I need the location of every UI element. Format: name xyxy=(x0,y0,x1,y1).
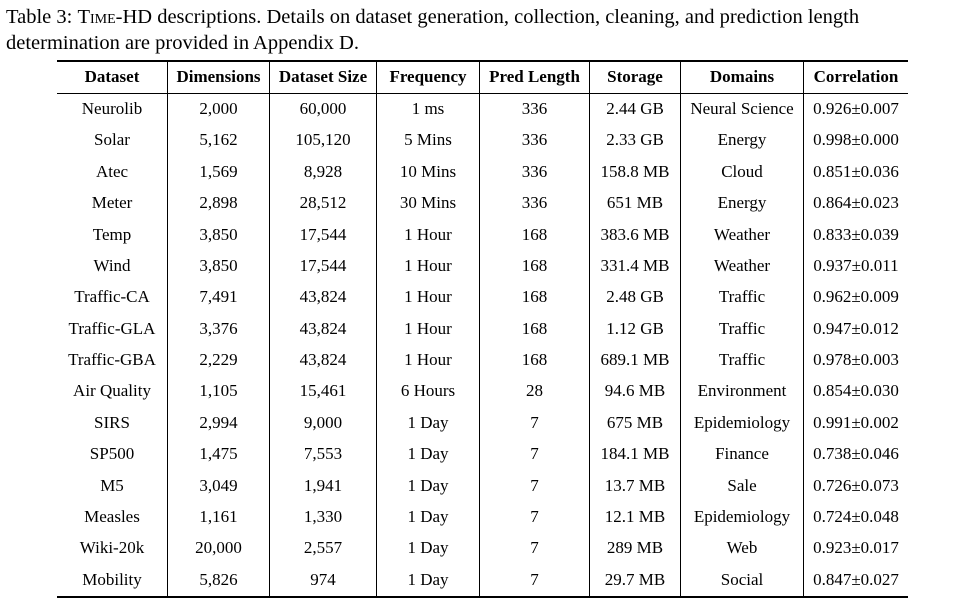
cell-dimensions: 3,850 xyxy=(168,219,270,250)
column-header-dataset-size: Dataset Size xyxy=(270,61,377,93)
cell-frequency: 1 Hour xyxy=(377,282,480,313)
cell-frequency: 1 ms xyxy=(377,93,480,125)
cell-dataset-size: 15,461 xyxy=(270,376,377,407)
cell-storage: 289 MB xyxy=(590,533,681,564)
cell-storage: 2.44 GB xyxy=(590,93,681,125)
cell-dataset: Temp xyxy=(92,224,132,244)
cell-correlation: 0.847±0.027 xyxy=(804,564,909,596)
cell-dataset: Measles xyxy=(84,507,140,527)
cell-domains: Weather xyxy=(681,250,804,281)
cell-correlation: 0.962±0.009 xyxy=(804,282,909,313)
cell-correlation: 0.937±0.011 xyxy=(804,250,909,281)
column-header-frequency: Frequency xyxy=(377,61,480,93)
cell-frequency: 1 Day xyxy=(377,407,480,438)
cell-dimensions: 7,491 xyxy=(168,282,270,313)
cell-storage: 1.12 GB xyxy=(590,313,681,344)
cell-dataset: Neurolib xyxy=(81,98,143,118)
cell-correlation: 0.947±0.012 xyxy=(804,313,909,344)
table-row xyxy=(57,93,908,125)
cell-dimensions: 1,475 xyxy=(168,439,270,470)
cell-dataset-size: 9,000 xyxy=(270,407,377,438)
table-row xyxy=(57,470,908,501)
cell-domains: Social xyxy=(681,564,804,596)
table-row xyxy=(57,188,908,219)
cell-pred-length: 28 xyxy=(480,376,590,407)
table-row xyxy=(57,125,908,156)
cell-correlation: 0.864±0.023 xyxy=(804,188,909,219)
column-header-dataset: Dataset xyxy=(57,61,168,93)
cell-dataset-size: 105,120 xyxy=(270,125,377,156)
cell-dataset: Air Quality xyxy=(73,381,151,401)
cell-frequency: 1 Hour xyxy=(377,345,480,376)
cell-correlation: 0.923±0.017 xyxy=(804,533,909,564)
cell-dataset-size: 2,557 xyxy=(270,533,377,564)
cell-domains: Traffic xyxy=(681,282,804,313)
cell-dataset-size: 60,000 xyxy=(270,93,377,125)
cell-dimensions: 2,898 xyxy=(168,188,270,219)
dataset-table xyxy=(57,60,908,598)
table-row xyxy=(57,376,908,407)
cell-dimensions: 2,000 xyxy=(168,93,270,125)
cell-storage: 2.33 GB xyxy=(590,125,681,156)
cell-dataset: Traffic-GBA xyxy=(68,350,156,370)
cell-dataset: Atec xyxy=(95,161,129,181)
cell-storage: 675 MB xyxy=(590,407,681,438)
cell-correlation: 0.998±0.000 xyxy=(804,125,909,156)
cell-frequency: 10 Mins xyxy=(377,156,480,187)
cell-dataset-size: 17,544 xyxy=(270,219,377,250)
cell-dataset-size: 974 xyxy=(270,564,377,596)
cell-domains: Epidemiology xyxy=(681,407,804,438)
cell-correlation: 0.854±0.030 xyxy=(804,376,909,407)
cell-dimensions: 1,105 xyxy=(168,376,270,407)
cell-dataset: Solar xyxy=(94,130,130,150)
header-row xyxy=(57,61,908,93)
cell-dataset-size: 1,941 xyxy=(270,470,377,501)
cell-dataset-size: 8,928 xyxy=(270,156,377,187)
cell-frequency: 1 Day xyxy=(377,564,480,596)
cell-dataset-size: 43,824 xyxy=(270,345,377,376)
cell-storage: 331.4 MB xyxy=(590,250,681,281)
cell-frequency: 1 Hour xyxy=(377,250,480,281)
cell-dataset: Traffic-GLA xyxy=(68,318,156,338)
cell-frequency: 1 Day xyxy=(377,502,480,533)
cell-domains: Environment xyxy=(681,376,804,407)
cell-dataset-size: 1,330 xyxy=(270,502,377,533)
cell-domains: Neural Science xyxy=(681,93,804,125)
cell-storage: 689.1 MB xyxy=(590,345,681,376)
cell-dimensions: 5,826 xyxy=(168,564,270,596)
cell-pred-length: 7 xyxy=(480,470,590,501)
column-header-dimensions: Dimensions xyxy=(168,61,270,93)
cell-frequency: 1 Hour xyxy=(377,313,480,344)
cell-dataset: SIRS xyxy=(94,412,130,432)
cell-dataset-size: 28,512 xyxy=(270,188,377,219)
table-row xyxy=(57,156,908,187)
cell-frequency: 1 Day xyxy=(377,470,480,501)
cell-frequency: 6 Hours xyxy=(377,376,480,407)
cell-frequency: 1 Day xyxy=(377,533,480,564)
cell-storage: 184.1 MB xyxy=(590,439,681,470)
cell-dataset-size: 43,824 xyxy=(270,282,377,313)
cell-pred-length: 168 xyxy=(480,282,590,313)
cell-dataset: Wind xyxy=(93,255,131,275)
cell-correlation: 0.833±0.039 xyxy=(804,219,909,250)
cell-correlation: 0.724±0.048 xyxy=(804,502,909,533)
cell-domains: Web xyxy=(681,533,804,564)
cell-dataset: M5 xyxy=(100,475,124,495)
cell-storage: 29.7 MB xyxy=(590,564,681,596)
cell-dimensions: 3,376 xyxy=(168,313,270,344)
cell-frequency: 30 Mins xyxy=(377,188,480,219)
cell-correlation: 0.726±0.073 xyxy=(804,470,909,501)
cell-pred-length: 336 xyxy=(480,125,590,156)
cell-frequency: 1 Hour xyxy=(377,219,480,250)
cell-dataset: Traffic-CA xyxy=(74,287,150,307)
cell-dimensions: 2,994 xyxy=(168,407,270,438)
cell-pred-length: 7 xyxy=(480,564,590,596)
cell-dataset-size: 7,553 xyxy=(270,439,377,470)
cell-pred-length: 168 xyxy=(480,250,590,281)
cell-frequency: 5 Mins xyxy=(377,125,480,156)
cell-domains: Traffic xyxy=(681,313,804,344)
cell-correlation: 0.926±0.007 xyxy=(804,93,909,125)
caption-title: Time-HD xyxy=(77,6,153,28)
column-header-correlation: Correlation xyxy=(804,61,909,93)
cell-domains: Epidemiology xyxy=(681,502,804,533)
cell-dataset: SP500 xyxy=(89,444,135,464)
cell-dimensions: 1,161 xyxy=(168,502,270,533)
cell-pred-length: 168 xyxy=(480,219,590,250)
cell-pred-length: 336 xyxy=(480,188,590,219)
cell-frequency: 1 Day xyxy=(377,439,480,470)
cell-pred-length: 336 xyxy=(480,93,590,125)
cell-pred-length: 7 xyxy=(480,407,590,438)
table-row xyxy=(57,250,908,281)
cell-pred-length: 336 xyxy=(480,156,590,187)
cell-domains: Finance xyxy=(681,439,804,470)
cell-domains: Sale xyxy=(681,470,804,501)
column-header-storage: Storage xyxy=(590,61,681,93)
cell-correlation: 0.991±0.002 xyxy=(804,407,909,438)
cell-domains: Traffic xyxy=(681,345,804,376)
cell-dimensions: 20,000 xyxy=(168,533,270,564)
table-row xyxy=(57,219,908,250)
cell-pred-length: 168 xyxy=(480,313,590,344)
cell-storage: 94.6 MB xyxy=(590,376,681,407)
table-row xyxy=(57,533,908,564)
cell-domains: Cloud xyxy=(681,156,804,187)
cell-pred-length: 168 xyxy=(480,345,590,376)
cell-storage: 383.6 MB xyxy=(590,219,681,250)
cell-dataset-size: 43,824 xyxy=(270,313,377,344)
table-row xyxy=(57,407,908,438)
cell-storage: 2.48 GB xyxy=(590,282,681,313)
cell-dimensions: 3,049 xyxy=(168,470,270,501)
table-row xyxy=(57,564,908,596)
table-row xyxy=(57,439,908,470)
column-header-domains: Domains xyxy=(681,61,804,93)
cell-dataset-size: 17,544 xyxy=(270,250,377,281)
cell-domains: Weather xyxy=(681,219,804,250)
cell-dataset: Meter xyxy=(91,193,133,213)
cell-dimensions: 3,850 xyxy=(168,250,270,281)
cell-storage: 158.8 MB xyxy=(590,156,681,187)
cell-correlation: 0.851±0.036 xyxy=(804,156,909,187)
table-header xyxy=(57,61,908,93)
caption-text: descriptions. Details on dataset generation, collection, cleaning, and prediction length determination are provided in Appendix D. xyxy=(6,6,860,54)
cell-dimensions: 5,162 xyxy=(168,125,270,156)
cell-dimensions: 1,569 xyxy=(168,156,270,187)
cell-domains: Energy xyxy=(681,125,804,156)
table-body xyxy=(57,93,908,597)
cell-domains: Energy xyxy=(681,188,804,219)
cell-storage: 13.7 MB xyxy=(590,470,681,501)
cell-storage: 12.1 MB xyxy=(590,502,681,533)
caption-label: Table 3: xyxy=(6,6,78,28)
table-row xyxy=(57,345,908,376)
cell-dimensions: 2,229 xyxy=(168,345,270,376)
column-header-pred-length: Pred Length xyxy=(480,61,590,93)
cell-correlation: 0.738±0.046 xyxy=(804,439,909,470)
cell-pred-length: 7 xyxy=(480,533,590,564)
cell-pred-length: 7 xyxy=(480,439,590,470)
cell-dataset: Wiki-20k xyxy=(79,538,145,558)
cell-dataset: Mobility xyxy=(57,564,168,596)
table-row xyxy=(57,282,908,313)
cell-correlation: 0.978±0.003 xyxy=(804,345,909,376)
cell-pred-length: 7 xyxy=(480,502,590,533)
table-row xyxy=(57,313,908,344)
cell-storage: 651 MB xyxy=(590,188,681,219)
table-row xyxy=(57,502,908,533)
dataset-table-container xyxy=(57,60,908,598)
table-caption xyxy=(6,4,971,56)
